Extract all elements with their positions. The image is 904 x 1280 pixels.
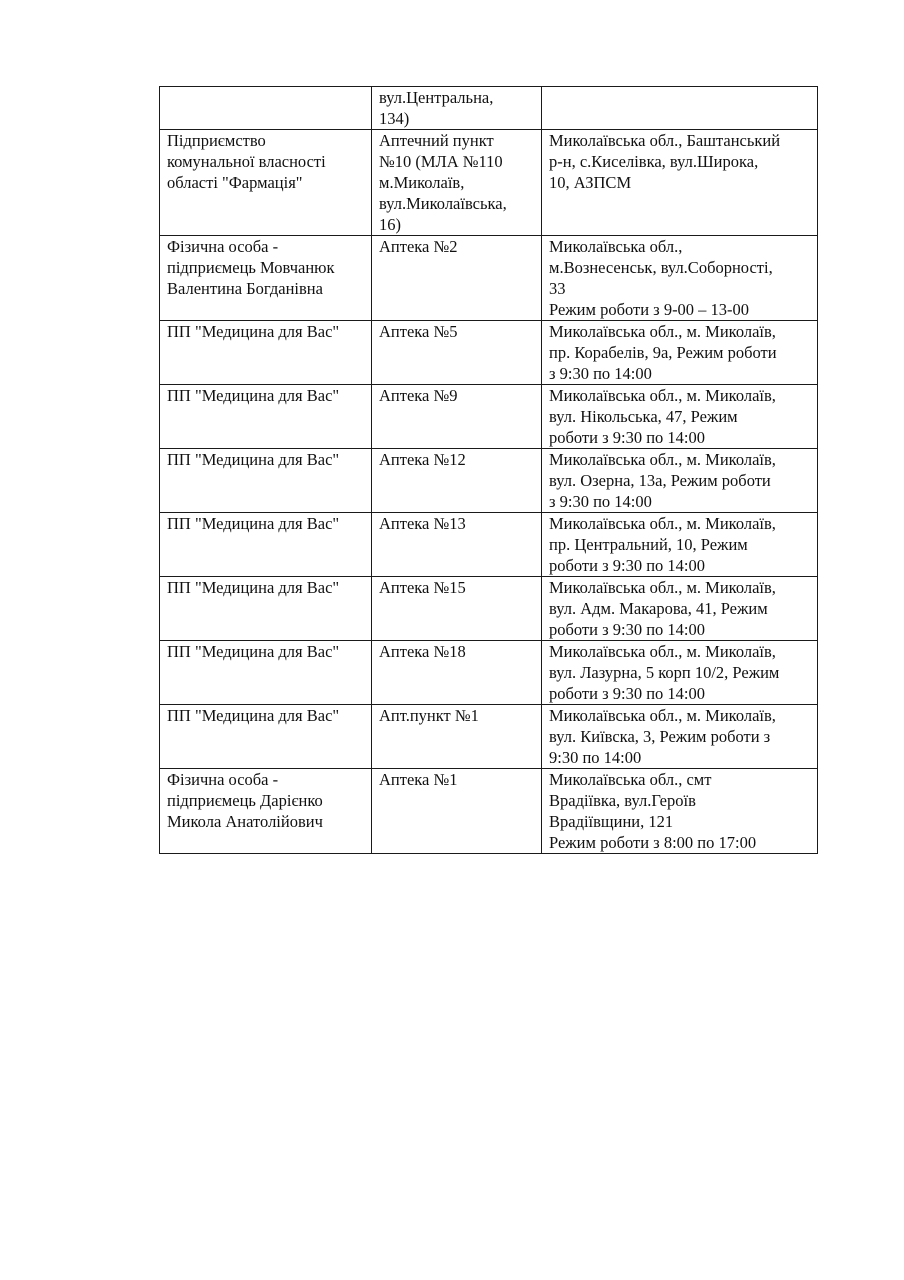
owner-cell: Підприємство комунальної власності області "Фармація" <box>160 130 372 236</box>
pharmacy-name-cell: Аптека №15 <box>372 577 542 641</box>
address-cell: Миколаївська обл., м. Миколаїв, вул. Київска, 3, Режим роботи з 9:30 по 14:00 <box>542 705 818 769</box>
pharmacy-table <box>159 86 818 854</box>
owner-cell: ПП "Медицина для Вас" <box>160 641 372 705</box>
owner-cell <box>160 87 372 130</box>
table-body <box>160 87 818 854</box>
pharmacy-name-cell: Аптечний пункт №10 (МЛА №110 м.Миколаїв, вул.Миколаївська, 16) <box>372 130 542 236</box>
owner-cell: ПП "Медицина для Вас" <box>160 577 372 641</box>
pharmacy-name-cell: Аптека №1 <box>372 769 542 854</box>
pharmacy-name-cell: Аптека №2 <box>372 236 542 321</box>
address-cell: Миколаївська обл., м.Вознесенськ, вул.Соборності, 33 Режим роботи з 9-00 – 13-00 <box>542 236 818 321</box>
table-row <box>160 130 818 236</box>
table-row <box>160 513 818 577</box>
address-cell: Миколаївська обл., м. Миколаїв, вул. Лазурна, 5 корп 10/2, Режим роботи з 9:30 по 14:00 <box>542 641 818 705</box>
pharmacy-name-cell: Аптека №13 <box>372 513 542 577</box>
table-row <box>160 705 818 769</box>
address-cell: Миколаївська обл., м. Миколаїв, вул. Озерна, 13а, Режим роботи з 9:30 по 14:00 <box>542 449 818 513</box>
table-row <box>160 385 818 449</box>
table-row <box>160 577 818 641</box>
table-row <box>160 236 818 321</box>
table-row <box>160 449 818 513</box>
pharmacy-name-cell: Аптека №18 <box>372 641 542 705</box>
address-cell: Миколаївська обл., Баштанський р-н, с.Киселівка, вул.Широка, 10, АЗПСМ <box>542 130 818 236</box>
pharmacy-name-cell: Аптека №5 <box>372 321 542 385</box>
address-cell: Миколаївська обл., м. Миколаїв, пр. Корабелів, 9а, Режим роботи з 9:30 по 14:00 <box>542 321 818 385</box>
owner-cell: ПП "Медицина для Вас" <box>160 321 372 385</box>
table-row <box>160 769 818 854</box>
pharmacy-name-cell: вул.Центральна, 134) <box>372 87 542 130</box>
owner-cell: Фізична особа - підприємець Дарієнко Микола Анатолійович <box>160 769 372 854</box>
address-cell <box>542 87 818 130</box>
address-cell: Миколаївська обл., м. Миколаїв, вул. Адм. Макарова, 41, Режим роботи з 9:30 по 14:00 <box>542 577 818 641</box>
owner-cell: Фізична особа - підприємець Мовчанюк Валентина Богданівна <box>160 236 372 321</box>
address-cell: Миколаївська обл., м. Миколаїв, пр. Центральний, 10, Режим роботи з 9:30 по 14:00 <box>542 513 818 577</box>
owner-cell: ПП "Медицина для Вас" <box>160 513 372 577</box>
table-row <box>160 87 818 130</box>
owner-cell: ПП "Медицина для Вас" <box>160 705 372 769</box>
pharmacy-name-cell: Аптека №12 <box>372 449 542 513</box>
table-row <box>160 641 818 705</box>
address-cell: Миколаївська обл., м. Миколаїв, вул. Нікольська, 47, Режим роботи з 9:30 по 14:00 <box>542 385 818 449</box>
pharmacy-name-cell: Апт.пункт №1 <box>372 705 542 769</box>
owner-cell: ПП "Медицина для Вас" <box>160 385 372 449</box>
owner-cell: ПП "Медицина для Вас" <box>160 449 372 513</box>
table-row <box>160 321 818 385</box>
pharmacy-name-cell: Аптека №9 <box>372 385 542 449</box>
address-cell: Миколаївська обл., смт Врадіївка, вул.Героїв Врадіївщини, 121 Режим роботи з 8:00 по 17:00 <box>542 769 818 854</box>
